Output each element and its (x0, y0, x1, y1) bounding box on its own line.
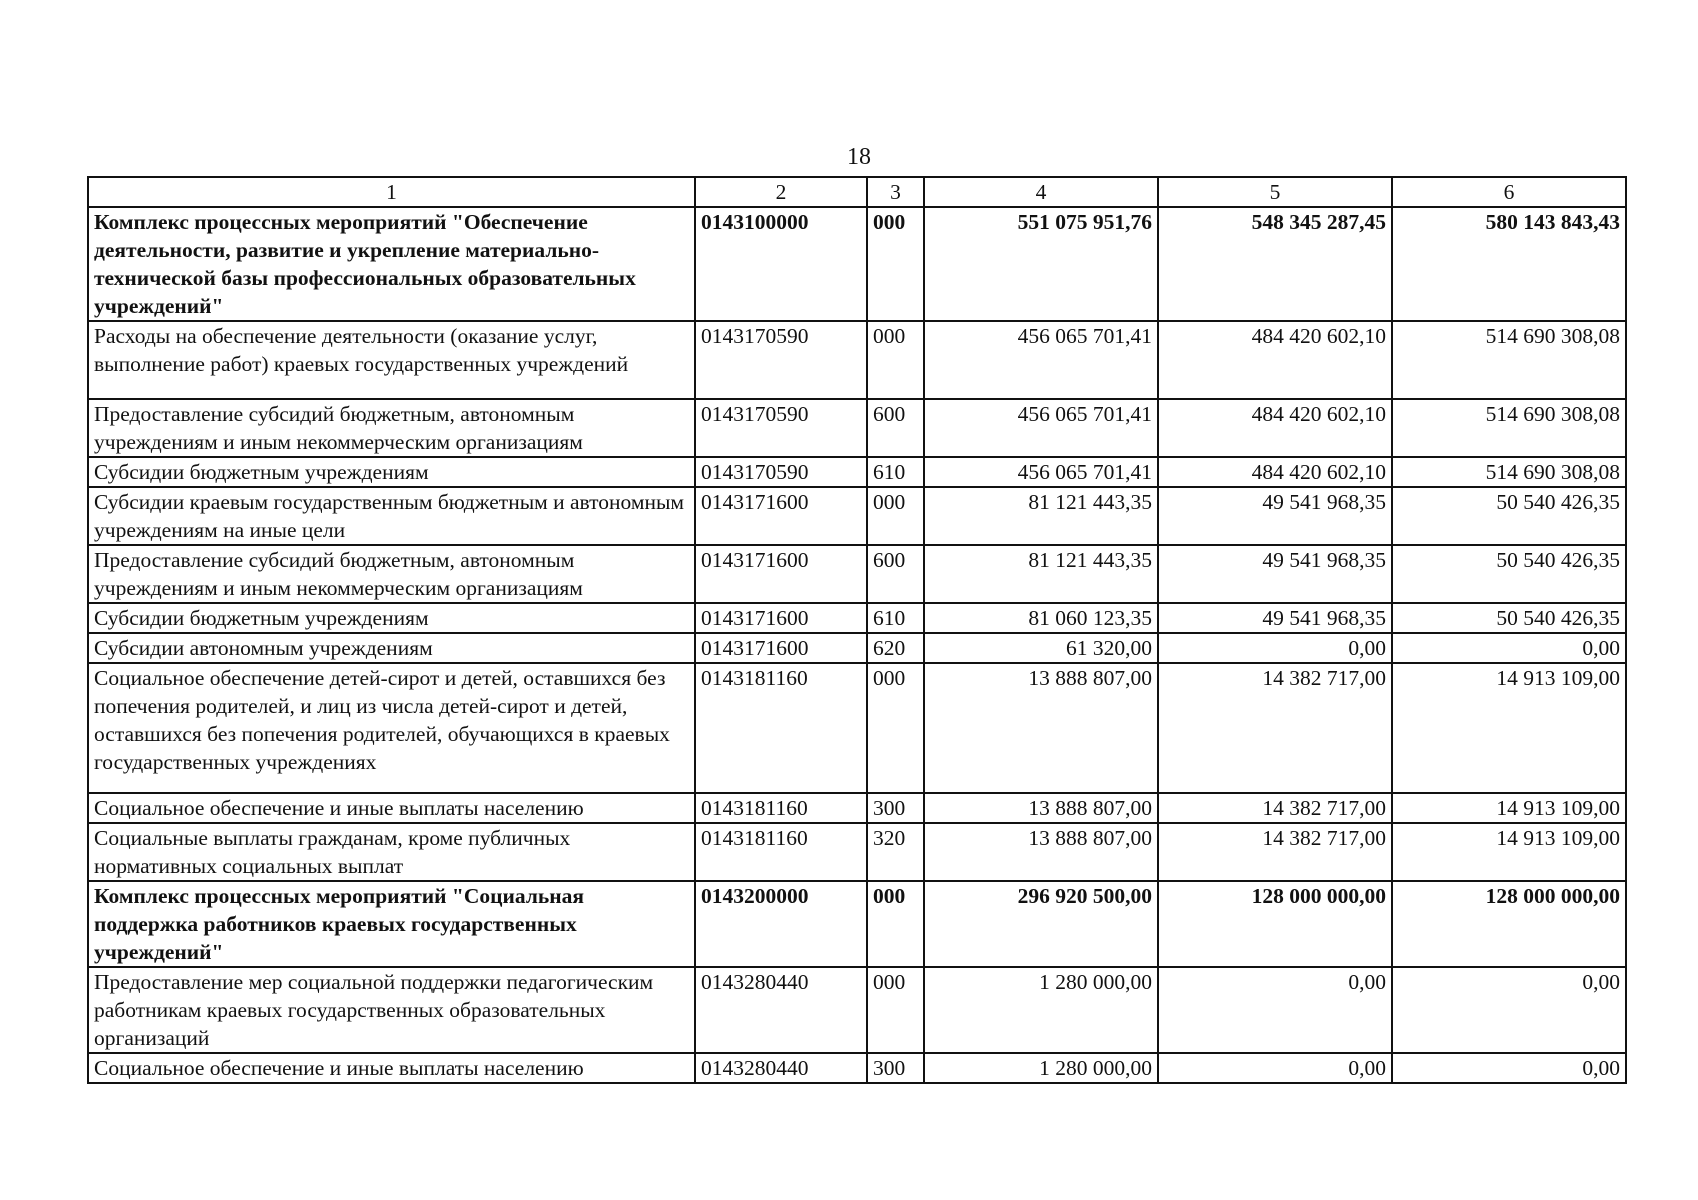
budget-table (87, 176, 1627, 1084)
table-row (88, 603, 1626, 633)
row-name: Субсидии автономным учреждениям (88, 633, 695, 663)
row-amount-col-5: 484 420 602,10 (1158, 399, 1392, 457)
row-amount-col-5: 0,00 (1158, 967, 1392, 1053)
row-target-article-code: 0143200000 (695, 881, 867, 967)
row-target-article-code: 0143181160 (695, 663, 867, 793)
row-amount-col-5: 128 000 000,00 (1158, 881, 1392, 967)
row-amount-col-4: 81 121 443,35 (924, 545, 1158, 603)
row-target-article-code: 0143181160 (695, 823, 867, 881)
row-amount-col-4: 456 065 701,41 (924, 399, 1158, 457)
row-amount-col-6: 514 690 308,08 (1392, 399, 1626, 457)
row-amount-col-5: 484 420 602,10 (1158, 457, 1392, 487)
table-row (88, 487, 1626, 545)
row-amount-col-4: 1 280 000,00 (924, 1053, 1158, 1083)
row-amount-col-5: 14 382 717,00 (1158, 663, 1392, 793)
row-name: Субсидии бюджетным учреждениям (88, 603, 695, 633)
table-row (88, 457, 1626, 487)
table-row (88, 823, 1626, 881)
header-col-1: 1 (88, 177, 695, 207)
row-expense-type-code: 610 (867, 603, 924, 633)
row-amount-col-5: 14 382 717,00 (1158, 823, 1392, 881)
row-amount-col-4: 1 280 000,00 (924, 967, 1158, 1053)
row-amount-col-5: 14 382 717,00 (1158, 793, 1392, 823)
row-target-article-code: 0143171600 (695, 603, 867, 633)
row-name: Комплекс процессных мероприятий "Социальная поддержка работников краевых государственных учреждений" (88, 881, 695, 967)
row-amount-col-6: 14 913 109,00 (1392, 663, 1626, 793)
row-expense-type-code: 320 (867, 823, 924, 881)
row-amount-col-6: 514 690 308,08 (1392, 321, 1626, 399)
row-amount-col-5: 49 541 968,35 (1158, 545, 1392, 603)
row-amount-col-5: 484 420 602,10 (1158, 321, 1392, 399)
row-amount-col-4: 81 060 123,35 (924, 603, 1158, 633)
row-amount-col-5: 49 541 968,35 (1158, 603, 1392, 633)
row-name: Социальные выплаты гражданам, кроме публичных нормативных социальных выплат (88, 823, 695, 881)
table-row (88, 967, 1626, 1053)
row-name: Субсидии бюджетным учреждениям (88, 457, 695, 487)
row-amount-col-4: 13 888 807,00 (924, 823, 1158, 881)
row-name: Предоставление мер социальной поддержки педагогическим работникам краевых государственных образовательных организаций (88, 967, 695, 1053)
row-expense-type-code: 620 (867, 633, 924, 663)
row-amount-col-5: 49 541 968,35 (1158, 487, 1392, 545)
table-row (88, 881, 1626, 967)
row-name: Социальное обеспечение детей-сирот и детей, оставшихся без попечения родителей, и лиц из числа детей-сирот и детей, оставшихся без попечения родителей, обучающихся в краевых государственных учреждениях (88, 663, 695, 793)
row-amount-col-4: 456 065 701,41 (924, 457, 1158, 487)
row-amount-col-4: 456 065 701,41 (924, 321, 1158, 399)
row-name: Предоставление субсидий бюджетным, автономным учреждениям и иным некоммерческим организациям (88, 399, 695, 457)
header-col-6: 6 (1392, 177, 1626, 207)
row-expense-type-code: 600 (867, 545, 924, 603)
row-target-article-code: 0143170590 (695, 399, 867, 457)
row-target-article-code: 0143100000 (695, 207, 867, 321)
row-amount-col-4: 13 888 807,00 (924, 663, 1158, 793)
row-amount-col-6: 0,00 (1392, 967, 1626, 1053)
row-expense-type-code: 000 (867, 321, 924, 399)
table-row (88, 321, 1626, 399)
row-expense-type-code: 000 (867, 967, 924, 1053)
row-expense-type-code: 000 (867, 663, 924, 793)
row-amount-col-6: 14 913 109,00 (1392, 823, 1626, 881)
row-amount-col-6: 514 690 308,08 (1392, 457, 1626, 487)
row-amount-col-4: 13 888 807,00 (924, 793, 1158, 823)
row-name: Комплекс процессных мероприятий "Обеспечение деятельности, развитие и укрепление материально-технической базы профессиональных образовательных учреждений" (88, 207, 695, 321)
header-col-4: 4 (924, 177, 1158, 207)
table-row (88, 633, 1626, 663)
row-name: Субсидии краевым государственным бюджетным и автономным учреждениям на иные цели (88, 487, 695, 545)
row-amount-col-6: 50 540 426,35 (1392, 487, 1626, 545)
row-expense-type-code: 300 (867, 1053, 924, 1083)
row-expense-type-code: 000 (867, 207, 924, 321)
row-expense-type-code: 610 (867, 457, 924, 487)
row-target-article-code: 0143171600 (695, 633, 867, 663)
table-row (88, 1053, 1626, 1083)
row-amount-col-5: 0,00 (1158, 633, 1392, 663)
page-number: 18 (847, 144, 871, 170)
row-target-article-code: 0143181160 (695, 793, 867, 823)
row-amount-col-6: 580 143 843,43 (1392, 207, 1626, 321)
row-name: Расходы на обеспечение деятельности (оказание услуг, выполнение работ) краевых государственных учреждений (88, 321, 695, 399)
table-row (88, 207, 1626, 321)
table-row (88, 399, 1626, 457)
header-col-5: 5 (1158, 177, 1392, 207)
row-amount-col-4: 551 075 951,76 (924, 207, 1158, 321)
row-name: Социальное обеспечение и иные выплаты населению (88, 793, 695, 823)
header-col-2: 2 (695, 177, 867, 207)
row-amount-col-4: 61 320,00 (924, 633, 1158, 663)
row-amount-col-6: 0,00 (1392, 633, 1626, 663)
row-expense-type-code: 000 (867, 487, 924, 545)
row-amount-col-4: 81 121 443,35 (924, 487, 1158, 545)
table-row (88, 793, 1626, 823)
row-expense-type-code: 000 (867, 881, 924, 967)
row-expense-type-code: 300 (867, 793, 924, 823)
header-row (88, 177, 1626, 207)
row-amount-col-5: 0,00 (1158, 1053, 1392, 1083)
row-amount-col-6: 14 913 109,00 (1392, 793, 1626, 823)
row-target-article-code: 0143171600 (695, 545, 867, 603)
row-amount-col-6: 128 000 000,00 (1392, 881, 1626, 967)
table-row (88, 545, 1626, 603)
table-header (88, 177, 1626, 207)
row-amount-col-6: 50 540 426,35 (1392, 603, 1626, 633)
row-target-article-code: 0143170590 (695, 321, 867, 399)
row-target-article-code: 0143170590 (695, 457, 867, 487)
header-col-3: 3 (867, 177, 924, 207)
row-target-article-code: 0143280440 (695, 1053, 867, 1083)
row-target-article-code: 0143171600 (695, 487, 867, 545)
row-amount-col-6: 0,00 (1392, 1053, 1626, 1083)
table-body (88, 207, 1626, 1083)
row-expense-type-code: 600 (867, 399, 924, 457)
row-name: Социальное обеспечение и иные выплаты населению (88, 1053, 695, 1083)
row-name: Предоставление субсидий бюджетным, автономным учреждениям и иным некоммерческим организациям (88, 545, 695, 603)
row-amount-col-5: 548 345 287,45 (1158, 207, 1392, 321)
table-row (88, 663, 1626, 793)
row-amount-col-6: 50 540 426,35 (1392, 545, 1626, 603)
row-target-article-code: 0143280440 (695, 967, 867, 1053)
row-amount-col-4: 296 920 500,00 (924, 881, 1158, 967)
